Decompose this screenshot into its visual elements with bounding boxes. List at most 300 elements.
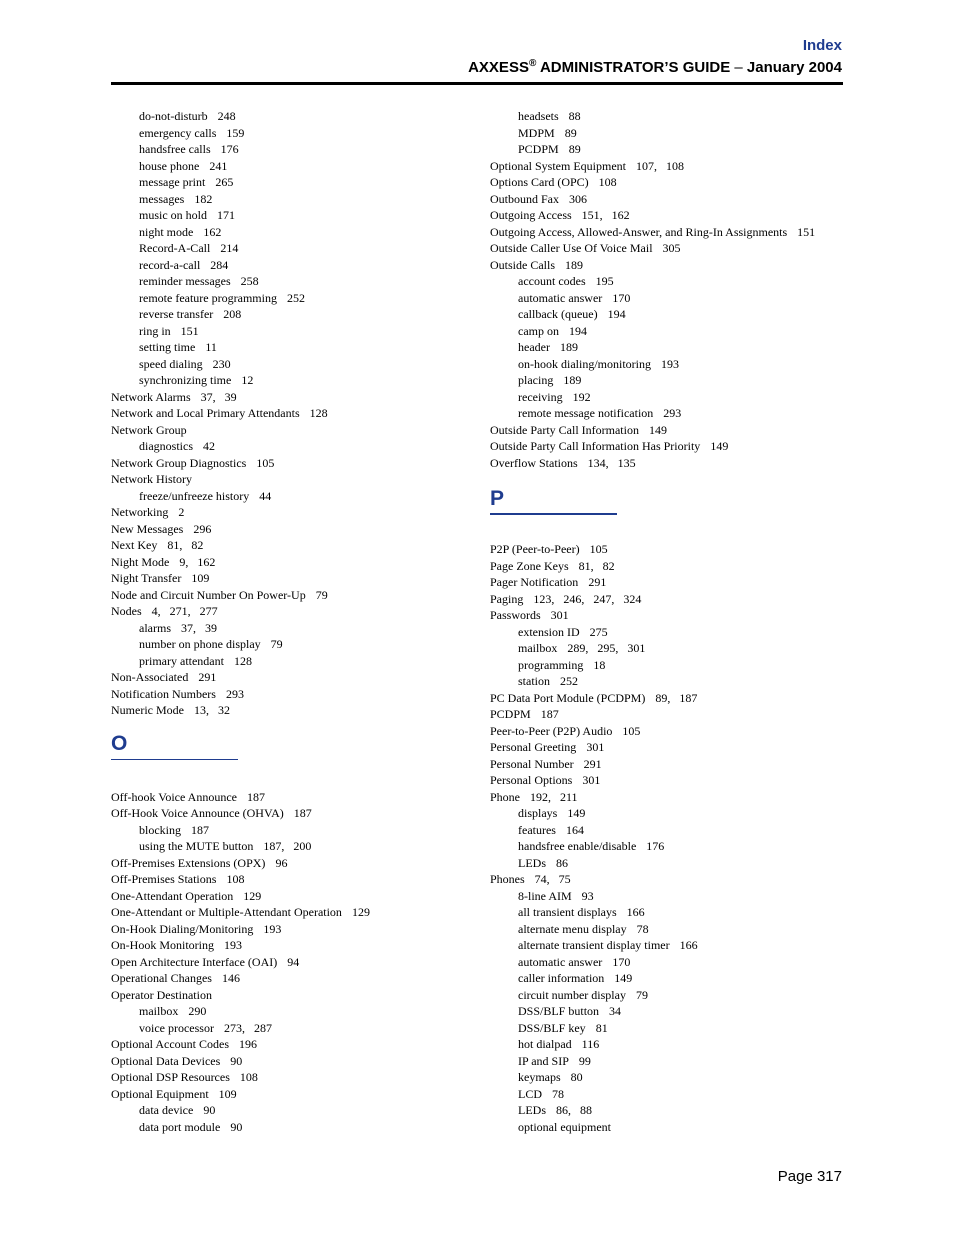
index-term: messages: [139, 191, 185, 206]
index-subentry: [111, 636, 471, 653]
index-page-refs: 301: [550, 608, 569, 622]
index-letter-heading: P: [490, 487, 505, 510]
index-term: house phone: [139, 158, 200, 173]
index-term: On-Hook Monitoring: [111, 938, 214, 952]
index-entry: [490, 723, 846, 740]
index-page-refs: 116: [581, 1037, 600, 1051]
index-page-refs: 149: [710, 439, 729, 453]
index-entry: [490, 607, 846, 624]
page-number: Page 317: [777, 1168, 842, 1185]
index-page-refs: 230: [212, 356, 231, 371]
index-term: Outside Calls: [490, 257, 555, 272]
index-entry: [111, 987, 471, 1004]
index-page-refs: 74, 75: [534, 872, 571, 886]
index-page-refs: 93: [581, 888, 594, 903]
index-term: Next Key: [111, 538, 158, 552]
index-term: LEDs: [518, 1103, 546, 1117]
index-page-refs: 94: [287, 954, 300, 969]
index-page-refs: 187: [191, 822, 209, 837]
index-subentry: [490, 389, 846, 406]
index-entry: [111, 954, 471, 971]
index-subentry: [111, 838, 471, 855]
index-term: Personal Number: [490, 756, 574, 771]
index-subentry: [490, 921, 846, 938]
index-term: Networking: [111, 505, 169, 519]
index-entry: [111, 789, 471, 806]
index-term: Phone: [490, 789, 520, 804]
index-subentry: [490, 822, 846, 839]
index-column-right: [490, 108, 846, 1135]
index-entry: [490, 574, 846, 591]
index-term: voice processor: [139, 1020, 214, 1035]
index-page-refs: 301: [582, 773, 601, 787]
index-entry: [111, 1086, 471, 1103]
index-subentry: [111, 1119, 471, 1136]
index-entry: [490, 191, 846, 208]
index-page-refs: 81, 82: [167, 538, 204, 552]
index-entry: [111, 888, 471, 905]
index-entry: [111, 805, 471, 822]
index-subentry: [111, 257, 471, 274]
index-term: Operator Destination: [111, 987, 212, 1002]
index-page-refs: 123, 246, 247, 324: [533, 591, 642, 606]
index-page-refs: 11: [205, 340, 217, 354]
index-subentry: [111, 339, 471, 356]
index-term: reverse transfer: [139, 307, 214, 321]
index-entry: [111, 1069, 471, 1086]
index-entry: [111, 389, 471, 406]
index-page-refs: 151: [797, 224, 816, 239]
index-term: automatic answer: [518, 290, 603, 305]
index-term: placing: [518, 373, 554, 387]
index-term: freeze/unfreeze history: [139, 488, 250, 503]
index-page-refs: 78: [636, 921, 649, 936]
index-entry: [111, 921, 471, 938]
index-term: Network Group: [111, 422, 187, 437]
index-term: Passwords: [490, 608, 541, 622]
index-page-refs: 192, 211: [530, 789, 578, 804]
index-term: 8-line AIM: [518, 888, 572, 903]
index-subentry: [111, 224, 471, 241]
index-term: remote message notification: [518, 406, 654, 420]
index-term: callback (queue): [518, 307, 598, 321]
index-subentry: [111, 1003, 471, 1020]
index-subentry: [490, 1119, 846, 1136]
index-subentry: [490, 1003, 846, 1020]
index-term: Node and Circuit Number On Power-Up: [111, 587, 306, 602]
index-entry: [111, 422, 471, 439]
index-subentry: [111, 125, 471, 142]
index-term: diagnostics: [139, 439, 193, 453]
index-subentry: [490, 1053, 846, 1070]
index-term: headsets: [518, 109, 559, 123]
index-entry: [490, 756, 846, 773]
index-term: mailbox: [518, 641, 558, 655]
index-page-refs: 151, 162: [581, 208, 630, 222]
index-page-refs: 44: [259, 488, 272, 503]
index-page-refs: 241: [209, 158, 228, 173]
index-term: Peer-to-Peer (P2P) Audio: [490, 723, 613, 738]
index-page-refs: 171: [217, 208, 235, 222]
index-page-refs: 189: [559, 340, 578, 354]
index-term: primary attendant: [139, 653, 224, 668]
index-page-refs: 81, 82: [578, 558, 615, 573]
index-term: Outgoing Access: [490, 208, 572, 222]
index-subentry: [490, 805, 846, 822]
index-subentry: [490, 125, 846, 142]
index-page-refs: 176: [220, 142, 239, 156]
index-term: Optional Account Codes: [111, 1037, 229, 1051]
index-page-refs: 78: [552, 1086, 564, 1101]
index-page-refs: 306: [569, 191, 587, 206]
index-term: emergency calls: [139, 125, 217, 140]
index-page-refs: 146: [221, 971, 240, 985]
index-term: Network Alarms: [111, 389, 191, 404]
index-subentry: [490, 1020, 846, 1037]
index-entry: [490, 240, 846, 257]
index-subentry: [111, 174, 471, 191]
index-term: Optional System Equipment: [490, 158, 626, 173]
index-entry: [111, 937, 471, 954]
index-term: station: [518, 674, 550, 688]
guide-title-product: AXXESS: [468, 59, 529, 76]
index-entry: [490, 706, 846, 723]
index-term: circuit number display: [518, 987, 626, 1002]
index-term: hot dialpad: [518, 1037, 572, 1051]
index-page-refs: 13, 32: [193, 703, 230, 717]
index-page-refs: 252: [286, 290, 305, 305]
index-term: Options Card (OPC): [490, 175, 589, 189]
index-entry: [490, 789, 846, 806]
index-term: receiving: [518, 389, 563, 404]
index-term: Off-hook Voice Announce: [111, 789, 237, 804]
index-subentry: [111, 438, 471, 455]
index-page-refs: 293: [225, 686, 244, 701]
index-entry: [111, 554, 471, 571]
registered-mark: ®: [528, 58, 537, 69]
index-page-refs: 129: [243, 888, 262, 903]
index-term: data port module: [139, 1119, 221, 1134]
index-term: all transient displays: [518, 905, 617, 919]
index-subentry: [490, 405, 846, 422]
index-term: New Messages: [111, 521, 184, 536]
index-page-refs: 79: [315, 587, 328, 602]
index-page-refs: 99: [578, 1053, 591, 1068]
index-page-refs: 182: [194, 191, 213, 206]
index-subentry: [490, 904, 846, 921]
index-entry: [490, 690, 846, 707]
index-page-refs: 88: [568, 109, 581, 123]
index-term: Outgoing Access, Allowed-Answer, and Ring-In Assignments: [490, 224, 788, 239]
index-entry: [111, 587, 471, 604]
index-term: blocking: [139, 822, 181, 837]
index-page-refs: 289, 295, 301: [567, 641, 646, 655]
index-page-refs: 291: [583, 756, 602, 771]
index-page-refs: 9, 162: [179, 554, 216, 569]
index-page-refs: 193: [263, 921, 282, 936]
index-term: DSS/BLF key: [518, 1020, 586, 1035]
index-subentry: [111, 141, 471, 158]
index-term: do-not-disturb: [139, 109, 208, 123]
guide-title: [468, 59, 842, 76]
index-page-refs: 258: [240, 274, 259, 288]
index-entry: [111, 855, 471, 872]
index-page-refs: 128: [309, 406, 328, 420]
index-letter-section: [490, 471, 846, 541]
index-term: Outside Party Call Information Has Priority: [490, 439, 701, 453]
index-entry: [111, 702, 471, 719]
index-term: LCD: [518, 1086, 542, 1101]
index-term: speed dialing: [139, 356, 203, 371]
index-page-refs: 170: [612, 290, 631, 305]
index-entry: [111, 686, 471, 703]
index-term: DSS/BLF button: [518, 1004, 600, 1018]
index-subentry: [111, 273, 471, 290]
index-page-refs: 291: [198, 670, 217, 684]
index-subentry: [111, 356, 471, 373]
index-subentry: [490, 1086, 846, 1103]
index-page-refs: 37, 39: [200, 389, 237, 404]
index-term: keymaps: [518, 1070, 561, 1084]
index-page-refs: 248: [217, 109, 236, 123]
index-term: data device: [139, 1103, 194, 1117]
index-entry: [111, 871, 471, 888]
index-term: optional equipment: [518, 1119, 611, 1134]
index-subentry: [111, 108, 471, 125]
index-term: handsfree calls: [139, 142, 211, 156]
index-page-refs: 187: [293, 806, 312, 820]
index-term: Night Transfer: [111, 571, 182, 585]
index-page-refs: 79: [635, 987, 648, 1002]
index-entry: [111, 904, 471, 921]
index-entry: [490, 871, 846, 888]
index-term: account codes: [518, 274, 586, 288]
index-page-refs: 149: [614, 971, 633, 985]
index-page-refs: 149: [567, 806, 586, 820]
index-page-refs: 80: [570, 1070, 583, 1084]
index-term: camp on: [518, 323, 559, 338]
index-subentry: [111, 290, 471, 307]
index-subentry: [111, 158, 471, 175]
index-page-refs: 105: [256, 455, 275, 470]
index-entry: [490, 455, 846, 472]
index-entry: [490, 591, 846, 608]
index-page-refs: 81: [595, 1020, 608, 1035]
index-term: Outside Party Call Information: [490, 422, 639, 437]
index-entry: [490, 541, 846, 558]
index-subentry: [490, 1069, 846, 1086]
header-rule: [111, 82, 843, 85]
index-page-refs: 252: [560, 674, 578, 688]
index-entry: [490, 422, 846, 439]
index-subentry: [111, 323, 471, 340]
index-subentry: [111, 1102, 471, 1119]
index-term: Outbound Fax: [490, 191, 559, 206]
index-entry: [111, 669, 471, 686]
index-term: handsfree enable/disable: [518, 839, 637, 853]
guide-title-date: January 2004: [746, 59, 842, 76]
index-term: Nodes: [111, 604, 142, 618]
index-term: Optional Equipment: [111, 1086, 209, 1101]
index-subentry: [490, 290, 846, 307]
index-page-refs: 196: [238, 1037, 257, 1051]
index-page-refs: 108: [598, 175, 617, 189]
index-page-refs: 151: [180, 323, 199, 338]
index-entry: [111, 504, 471, 521]
index-page-refs: 192: [572, 389, 591, 404]
index-subentry: [111, 207, 471, 224]
section-title: Index: [802, 37, 842, 54]
index-term: Off-Hook Voice Announce (OHVA): [111, 806, 284, 820]
index-term: number on phone display: [139, 637, 261, 651]
index-term: Off-Premises Extensions (OPX): [111, 855, 266, 870]
index-page-refs: 2: [178, 505, 185, 519]
index-term: programming: [518, 657, 584, 672]
index-term: P2P (Peer-to-Peer): [490, 542, 580, 556]
index-letter-heading: O: [111, 731, 128, 755]
index-page-refs: 187: [246, 789, 265, 804]
index-term: Personal Greeting: [490, 740, 577, 754]
index-term: ring in: [139, 323, 171, 338]
index-page-refs: 166: [626, 905, 645, 919]
index-term: Phones: [490, 872, 525, 886]
index-page-refs: 79: [270, 637, 283, 651]
index-entry: [490, 158, 846, 175]
index-term: Optional DSP Resources: [111, 1070, 230, 1084]
index-page-refs: 105: [589, 542, 608, 556]
index-term: caller information: [518, 971, 605, 985]
index-page-refs: 193: [224, 938, 242, 952]
index-term: using the MUTE button: [139, 839, 254, 853]
index-subentry: [490, 987, 846, 1004]
index-term: Off-Premises Stations: [111, 872, 217, 886]
index-page-refs: 128: [233, 653, 252, 668]
guide-title-name: ADMINISTRATOR’S GUIDE: [536, 59, 731, 76]
index-term: alternate transient display timer: [518, 938, 670, 952]
index-subentry: [490, 372, 846, 389]
index-page-refs: 194: [569, 323, 587, 338]
index-term: Personal Options: [490, 773, 573, 787]
index-term: Network History: [111, 472, 192, 486]
index-term: PC Data Port Module (PCDPM): [490, 690, 646, 705]
index-page-refs: 90: [203, 1103, 216, 1117]
index-entry: [111, 1036, 471, 1053]
index-term: Notification Numbers: [111, 686, 216, 701]
index-page-refs: 193: [661, 356, 679, 371]
index-page-refs: 301: [586, 740, 605, 754]
index-page-refs: 86, 88: [556, 1103, 592, 1117]
index-term: record-a-call: [139, 257, 201, 272]
index-page-refs: 176: [646, 839, 665, 853]
index-entry: [490, 772, 846, 789]
index-subentry: [111, 372, 471, 389]
index-page-refs: 109: [191, 571, 210, 585]
index-term: PCDPM: [490, 707, 531, 721]
index-entry: [490, 558, 846, 575]
index-entry: [490, 224, 846, 241]
index-term: Pager Notification: [490, 575, 579, 589]
index-entry: [111, 455, 471, 472]
index-term: One-Attendant Operation: [111, 888, 234, 903]
index-page-refs: 214: [220, 241, 239, 255]
index-entry: [111, 405, 471, 422]
index-subentry: [490, 937, 846, 954]
index-page-refs: 42: [203, 439, 215, 453]
index-term: Numeric Mode: [111, 703, 184, 717]
index-page-refs: 159: [226, 125, 245, 140]
index-page-refs: 284: [210, 257, 229, 272]
index-page-refs: 89, 187: [655, 690, 698, 705]
index-subentry: [111, 306, 471, 323]
index-term: Page Zone Keys: [490, 558, 569, 573]
index-term: Night Mode: [111, 554, 170, 569]
index-page-refs: 134, 135: [587, 455, 636, 470]
index-subentry: [490, 888, 846, 905]
index-page-refs: 296: [193, 521, 212, 536]
index-term: automatic answer: [518, 954, 603, 969]
index-subentry: [111, 240, 471, 257]
index-subentry: [111, 620, 471, 637]
index-page-refs: 291: [588, 575, 607, 589]
index-subentry: [111, 1020, 471, 1037]
index-page-refs: 187: [540, 707, 559, 721]
index-page-refs: 105: [622, 723, 641, 738]
index-page-refs: 109: [218, 1086, 237, 1101]
index-page-refs: 149: [648, 422, 667, 437]
index-term: on-hook dialing/monitoring: [518, 356, 651, 371]
index-page-refs: 170: [612, 954, 631, 969]
index-term: PCDPM: [518, 142, 559, 156]
index-subentry: [490, 954, 846, 971]
index-page-refs: 305: [662, 241, 681, 255]
index-page-refs: 108: [226, 872, 245, 886]
index-subentry: [490, 640, 846, 657]
index-term: Operational Changes: [111, 971, 212, 985]
index-page-refs: 90: [230, 1053, 243, 1068]
index-letter-rule: [490, 513, 617, 515]
index-term: music on hold: [139, 208, 207, 222]
index-page-refs: 189: [563, 373, 582, 387]
index-subentry: [490, 108, 846, 125]
index-term: Outside Caller Use Of Voice Mail: [490, 241, 653, 255]
index-page-refs: 187, 200: [263, 839, 312, 853]
index-entry: [490, 257, 846, 274]
index-entry: [111, 970, 471, 987]
guide-title-dash: –: [730, 59, 747, 76]
index-page-refs: 18: [593, 657, 606, 672]
index-page-refs: 34: [609, 1004, 622, 1018]
index-term: IP and SIP: [518, 1053, 569, 1068]
index-subentry: [490, 339, 846, 356]
index-page-refs: 189: [565, 257, 583, 272]
index-term: MDPM: [518, 125, 555, 140]
index-entry: [490, 739, 846, 756]
index-subentry: [490, 1102, 846, 1119]
index-term: reminder messages: [139, 274, 231, 288]
index-term: features: [518, 822, 556, 837]
index-page-refs: 129: [351, 905, 370, 919]
index-term: Paging: [490, 591, 524, 606]
index-subentry: [490, 306, 846, 323]
index-term: setting time: [139, 340, 196, 354]
index-term: Open Architecture Interface (OAI): [111, 954, 278, 969]
index-page-refs: 208: [223, 307, 242, 321]
index-term: message print: [139, 175, 206, 189]
index-page-refs: 90: [230, 1119, 243, 1134]
index-subentry: [490, 624, 846, 641]
index-entry: [111, 521, 471, 538]
index-subentry: [490, 970, 846, 987]
